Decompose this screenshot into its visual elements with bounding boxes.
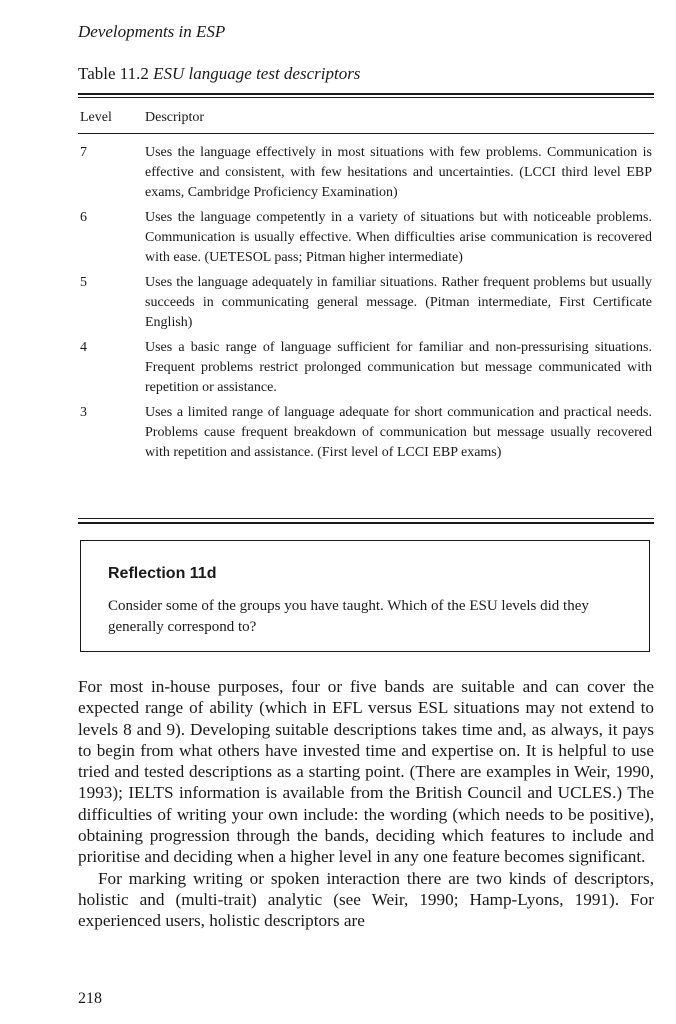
page-number: 218 — [78, 990, 102, 1007]
body-paragraph: For most in-house purposes, four or five bands are suitable and can cover the expected range of ability (which in EFL versus ESL situations may not extend to levels 8 and 9). Developing suitable descriptions takes time and, as always, it pays to begin from what others have invested time and expertise on. It is helpful to use tried and tested descriptions as a starting point. (There are examples in Weir, 1990, 1993); IELTS information is available from the British Council and UCLES.) The difficulties of writing your own include: the wording (which needs to be positive), obtaining progression through the bands, deciding which features to include and prioritise and deciding when a higher level in any one feature becomes significant. — [78, 677, 654, 867]
table-header-descriptor: Descriptor — [145, 110, 205, 125]
table-top-rule-inner — [78, 97, 654, 98]
table-row-descriptor: Uses the language adequately in familiar situations. Rather frequent problems but usually succeeds in communicating general message. (Pitman intermediate, First Certificate English) — [145, 275, 652, 330]
table-bottom-rule — [78, 522, 654, 524]
table-row-descriptor: Uses the language competently in a variety of situations but with noticeable problems. Communication is usually effective. When difficulties arise communication is recovered with ease. (UETESOL pass; Pitman higher intermediate) — [145, 210, 652, 265]
book-page — [78, 0, 654, 1024]
table-row-level: 3 — [80, 405, 87, 420]
table-row-descriptor: Uses a basic range of language sufficient for familiar and non-pressurising situations. Frequent problems restrict prolonged communication but message communicated with repetition or assistance. — [145, 340, 652, 395]
table-row-level: 7 — [80, 145, 87, 160]
table-row — [78, 143, 654, 203]
table-body — [78, 143, 654, 468]
table-caption-title: ESU language test descriptors — [153, 64, 361, 83]
table-header-rule — [78, 133, 654, 134]
table-caption — [78, 64, 360, 84]
table-row — [78, 208, 654, 268]
table-caption-label: Table 11.2 — [78, 64, 149, 83]
table-row-descriptor: Uses the language effectively in most situations with few problems. Communication is effective and consistent, with few hesitations and uncertainties. (LCCI third level EBP exams, Cambridge Proficiency Examination) — [145, 145, 652, 200]
table-row-level: 5 — [80, 275, 87, 290]
table-row-descriptor: Uses a limited range of language adequate for short communication and practical needs. Problems cause frequent breakdown of communication but message usually recovered with repetition and assistance. (First level of LCCI EBP exams) — [145, 405, 652, 460]
table-top-rule — [78, 93, 654, 95]
table-row-level: 4 — [80, 340, 87, 355]
table-row — [78, 338, 654, 398]
table-row — [78, 403, 654, 463]
table-header-level: Level — [80, 110, 112, 125]
reflection-box — [80, 540, 650, 652]
running-head: Developments in ESP — [78, 22, 226, 41]
body-paragraph: For marking writing or spoken interaction there are two kinds of descriptors, holistic and (multi-trait) analytic (see Weir, 1990; Hamp-Lyons, 1991). For experienced users, holistic descriptors are — [78, 868, 654, 931]
reflection-title: Reflection 11d — [108, 565, 217, 582]
table-bottom-rule-inner — [78, 518, 654, 519]
body-text — [78, 676, 654, 932]
table-row-level: 6 — [80, 210, 87, 225]
reflection-text: Consider some of the groups you have taught. Which of the ESU levels did they generally correspond to? — [108, 598, 589, 635]
table-row — [78, 273, 654, 333]
